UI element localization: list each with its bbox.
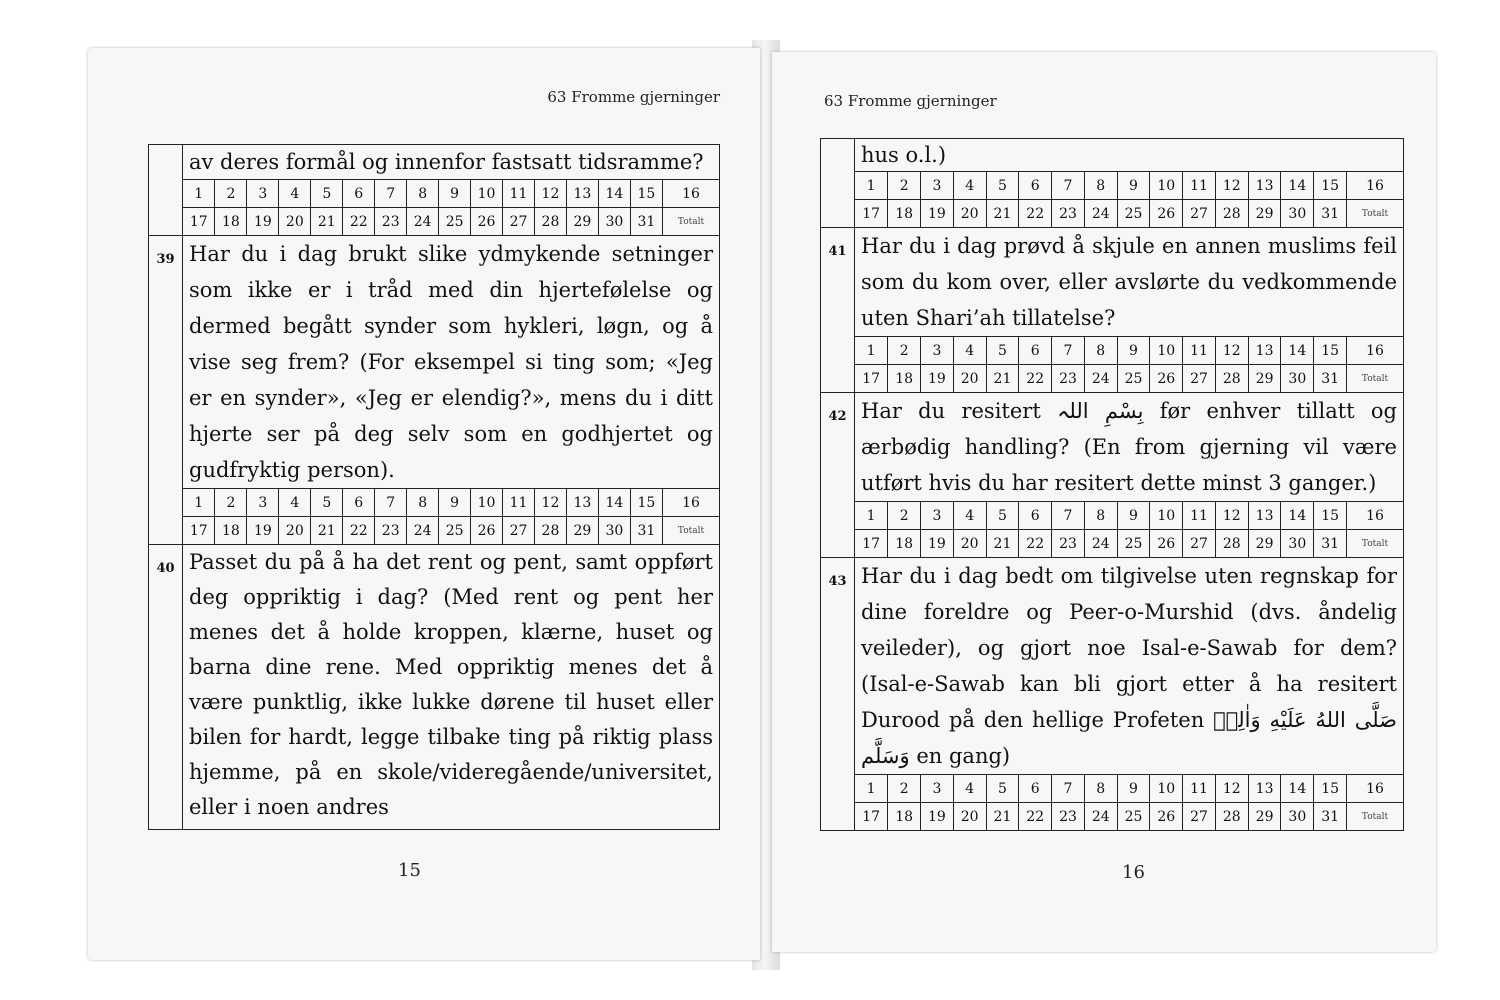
day-cell: 29 (566, 517, 598, 545)
day-cell: 14 (1281, 775, 1314, 803)
day-cell: 18 (888, 803, 921, 831)
tally-grid (855, 774, 1403, 830)
tally-grid (183, 179, 719, 235)
day-cell: 4 (953, 172, 986, 200)
day-cell: 21 (986, 200, 1019, 228)
question-text: Har du i dag bedt om tilgivelse uten regnskap for dine foreldre og Peer-o-Murshid (dvs. åndelig veileder), og gjort noe Isal-e-Sawab for dem? (Isal-e-Sawab kan bli gjort etter å ha resitert Durood på den hellige Profeten صَلَّى اللهُ عَلَيْهِ وَاٰلِهٖ وَسَلَّم en gang) (861, 564, 1397, 768)
tally-row (183, 180, 719, 208)
tally-row (183, 517, 719, 545)
day-cell: 30 (598, 517, 630, 545)
day-cell: 1 (183, 180, 215, 208)
day-cell: 27 (503, 208, 535, 236)
entry-number: 39 (149, 236, 183, 544)
day-cell: 9 (439, 489, 471, 517)
day-cell: 23 (1052, 365, 1085, 393)
tally-row (183, 489, 719, 517)
day-cell: 20 (953, 365, 986, 393)
day-cell: 29 (566, 208, 598, 236)
day-cell: 17 (855, 803, 888, 831)
day-cell: 5 (986, 337, 1019, 365)
day-cell: 17 (183, 517, 215, 545)
day-cell: 6 (343, 180, 375, 208)
page-number: 16 (1122, 862, 1145, 883)
day-cell: 9 (1117, 172, 1150, 200)
day-cell: 26 (1150, 530, 1183, 558)
day-cell: 22 (343, 517, 375, 545)
day-cell: 14 (1281, 502, 1314, 530)
day-cell: 20 (279, 517, 311, 545)
tally-row (855, 775, 1403, 803)
question-text: Har du i dag brukt slike ydmykende setninger som ikke er i tråd med din hjertefølelse og dermed begått synder som hykleri, løgn, og å vise seg frem? (For eksempel si ting som; «Jeg er en synder», «Jeg er elendig?», mens du i ditt hjerte ser på deg selv som en godhjertet og gudfryktig person). (189, 242, 713, 482)
tally-row (855, 502, 1403, 530)
entry-42 (821, 393, 1403, 558)
entry-number: 40 (149, 545, 183, 829)
day-cell: 14 (1281, 172, 1314, 200)
day-cell: 25 (1117, 200, 1150, 228)
day-cell: 28 (534, 208, 566, 236)
day-cell: 3 (921, 502, 954, 530)
entry-number: 42 (821, 393, 855, 557)
day-cell: 21 (986, 803, 1019, 831)
entry-number-empty (149, 145, 183, 235)
day-cell: 2 (888, 337, 921, 365)
total-label: Totalt (1347, 365, 1404, 393)
day-cell: 5 (986, 775, 1019, 803)
question-text: Har du i dag prøvd å skjule en annen muslims feil som du kom over, eller avslørte du vedkommende uten Shari’ah tillatelse? (861, 234, 1397, 330)
day-cell: 8 (407, 489, 439, 517)
day-cell: 15 (630, 180, 662, 208)
day-cell: 7 (375, 180, 407, 208)
day-cell: 24 (407, 208, 439, 236)
day-cell: 25 (439, 517, 471, 545)
day-cell: 15 (1314, 502, 1347, 530)
day-cell: 1 (855, 502, 888, 530)
day-cell: 13 (1248, 337, 1281, 365)
day-cell: 6 (1019, 172, 1052, 200)
day-cell: 20 (953, 803, 986, 831)
day-cell: 2 (888, 775, 921, 803)
day-cell: 15 (1314, 172, 1347, 200)
total-label: Totalt (663, 208, 720, 236)
day-cell: 15 (1314, 337, 1347, 365)
day-cell: 26 (471, 208, 503, 236)
day-cell: 17 (183, 208, 215, 236)
tally-table (183, 488, 719, 544)
day-cell: 27 (503, 517, 535, 545)
day-cell: 26 (471, 517, 503, 545)
day-cell: 20 (279, 208, 311, 236)
day-cell: 18 (888, 200, 921, 228)
day-cell: 10 (1150, 172, 1183, 200)
day-cell: 8 (1084, 775, 1117, 803)
day-cell: 9 (1117, 337, 1150, 365)
day-cell: 7 (1052, 337, 1085, 365)
day-cell: 29 (1248, 803, 1281, 831)
day-cell: 15 (1314, 775, 1347, 803)
tally-grid (855, 171, 1403, 227)
day-cell: 6 (1019, 502, 1052, 530)
tally-row (855, 803, 1403, 831)
day-cell: 22 (1019, 200, 1052, 228)
entry-41 (821, 228, 1403, 393)
tally-table (183, 179, 719, 235)
tally-row (183, 208, 719, 236)
day-cell: 29 (1248, 365, 1281, 393)
day-cell: 31 (1314, 200, 1347, 228)
day-cell: 23 (375, 517, 407, 545)
entry-number: 41 (821, 228, 855, 392)
day-cell: 27 (1183, 365, 1216, 393)
day-cell: 23 (1052, 803, 1085, 831)
entry-continued (149, 145, 719, 236)
day-cell: 19 (247, 517, 279, 545)
day-cell: 25 (1117, 365, 1150, 393)
day-cell: 11 (1183, 172, 1216, 200)
day-cell: 3 (921, 337, 954, 365)
day-cell: 6 (1019, 775, 1052, 803)
tally-grid (183, 488, 719, 544)
day-cell: 22 (1019, 530, 1052, 558)
day-cell: 6 (1019, 337, 1052, 365)
day-cell: 24 (407, 517, 439, 545)
day-cell: 23 (1052, 200, 1085, 228)
total-label: Totalt (1347, 530, 1404, 558)
day-cell: 22 (1019, 365, 1052, 393)
entry-number-empty (821, 139, 855, 227)
day-cell: 3 (247, 489, 279, 517)
day-cell: 1 (183, 489, 215, 517)
day-cell: 14 (598, 180, 630, 208)
day-cell: 16 (663, 489, 720, 517)
running-head: 63 Fromme gjerninger (824, 92, 997, 110)
day-cell: 27 (1183, 530, 1216, 558)
tally-grid (855, 336, 1403, 392)
day-cell: 1 (855, 775, 888, 803)
day-cell: 8 (1084, 172, 1117, 200)
day-cell: 20 (953, 200, 986, 228)
day-cell: 29 (1248, 200, 1281, 228)
day-cell: 17 (855, 200, 888, 228)
day-cell: 11 (1183, 337, 1216, 365)
day-cell: 1 (855, 337, 888, 365)
day-cell: 19 (921, 365, 954, 393)
day-cell: 19 (921, 530, 954, 558)
day-cell: 13 (566, 180, 598, 208)
day-cell: 12 (534, 180, 566, 208)
day-cell: 5 (986, 502, 1019, 530)
day-cell: 2 (888, 502, 921, 530)
day-cell: 12 (1215, 502, 1248, 530)
page-number: 15 (398, 860, 421, 881)
day-cell: 11 (503, 180, 535, 208)
right-page (772, 52, 1436, 952)
day-cell: 13 (1248, 172, 1281, 200)
tally-table (855, 774, 1403, 830)
day-cell: 4 (953, 337, 986, 365)
day-cell: 16 (1347, 775, 1404, 803)
total-label: Totalt (1347, 200, 1404, 228)
day-cell: 21 (311, 208, 343, 236)
entry-number: 43 (821, 558, 855, 830)
day-cell: 21 (311, 517, 343, 545)
day-cell: 22 (343, 208, 375, 236)
day-cell: 13 (566, 489, 598, 517)
day-cell: 5 (311, 180, 343, 208)
day-cell: 17 (855, 365, 888, 393)
day-cell: 18 (888, 530, 921, 558)
day-cell: 21 (986, 365, 1019, 393)
tally-row (855, 172, 1403, 200)
day-cell: 26 (1150, 803, 1183, 831)
checklist-grid (820, 138, 1404, 831)
day-cell: 31 (1314, 803, 1347, 831)
day-cell: 30 (1281, 530, 1314, 558)
day-cell: 29 (1248, 530, 1281, 558)
day-cell: 14 (598, 489, 630, 517)
day-cell: 20 (953, 530, 986, 558)
running-head: 63 Fromme gjerninger (547, 88, 720, 106)
day-cell: 21 (986, 530, 1019, 558)
day-cell: 13 (1248, 502, 1281, 530)
day-cell: 4 (279, 180, 311, 208)
day-cell: 28 (1215, 200, 1248, 228)
day-cell: 10 (471, 180, 503, 208)
day-cell: 7 (1052, 775, 1085, 803)
day-cell: 23 (375, 208, 407, 236)
day-cell: 16 (1347, 337, 1404, 365)
question-text: Har du resitert بِسْمِ اللہ før enhver tillatt og ærbødig handling? (En from gjerning vil være utført hvis du har resitert dette minst 3 ganger.) (861, 399, 1397, 495)
day-cell: 25 (439, 208, 471, 236)
day-cell: 24 (1084, 803, 1117, 831)
day-cell: 19 (247, 208, 279, 236)
day-cell: 28 (1215, 803, 1248, 831)
day-cell: 12 (1215, 775, 1248, 803)
day-cell: 5 (311, 489, 343, 517)
day-cell: 9 (1117, 502, 1150, 530)
day-cell: 13 (1248, 775, 1281, 803)
left-page (88, 48, 760, 960)
day-cell: 9 (1117, 775, 1150, 803)
day-cell: 2 (888, 172, 921, 200)
entry-43 (821, 558, 1403, 831)
day-cell: 14 (1281, 337, 1314, 365)
entry-39 (149, 236, 719, 545)
day-cell: 7 (1052, 172, 1085, 200)
day-cell: 4 (953, 502, 986, 530)
day-cell: 11 (1183, 502, 1216, 530)
day-cell: 16 (1347, 502, 1404, 530)
day-cell: 27 (1183, 803, 1216, 831)
entry-continued (821, 139, 1403, 228)
day-cell: 25 (1117, 803, 1150, 831)
day-cell: 10 (471, 489, 503, 517)
question-text: Passet du på å ha det rent og pent, samt oppført deg oppriktig i dag? (Med rent og pent her menes det å holde kroppen, klærne, huset og barna dine rene. Med oppriktig menes det å være punktlig, ikke lukke dørene til huset eller bilen for hardt, legge tilbake ting på riktig plass hjemme, på en skole/videregående/universitet, eller i noen andres (189, 550, 713, 819)
tally-table (855, 336, 1403, 392)
day-cell: 22 (1019, 803, 1052, 831)
day-cell: 11 (503, 489, 535, 517)
total-label: Totalt (1347, 803, 1404, 831)
day-cell: 7 (1052, 502, 1085, 530)
day-cell: 27 (1183, 200, 1216, 228)
day-cell: 30 (1281, 365, 1314, 393)
day-cell: 10 (1150, 337, 1183, 365)
day-cell: 8 (1084, 337, 1117, 365)
day-cell: 5 (986, 172, 1019, 200)
day-cell: 18 (215, 517, 247, 545)
day-cell: 3 (921, 775, 954, 803)
day-cell: 3 (921, 172, 954, 200)
day-cell: 31 (630, 517, 662, 545)
day-cell: 4 (953, 775, 986, 803)
day-cell: 2 (215, 180, 247, 208)
continued-text: av deres formål og innenfor fastsatt tidsramme? (189, 150, 704, 174)
day-cell: 31 (1314, 530, 1347, 558)
day-cell: 18 (215, 208, 247, 236)
entry-40 (149, 545, 719, 830)
day-cell: 23 (1052, 530, 1085, 558)
day-cell: 31 (630, 208, 662, 236)
total-label: Totalt (663, 517, 720, 545)
tally-table (855, 501, 1403, 557)
day-cell: 8 (407, 180, 439, 208)
tally-table (855, 171, 1403, 227)
day-cell: 28 (1215, 365, 1248, 393)
day-cell: 7 (375, 489, 407, 517)
tally-row (855, 337, 1403, 365)
day-cell: 10 (1150, 775, 1183, 803)
day-cell: 12 (1215, 337, 1248, 365)
day-cell: 12 (1215, 172, 1248, 200)
day-cell: 12 (534, 489, 566, 517)
tally-grid (855, 501, 1403, 557)
day-cell: 28 (534, 517, 566, 545)
day-cell: 1 (855, 172, 888, 200)
day-cell: 26 (1150, 200, 1183, 228)
day-cell: 3 (247, 180, 279, 208)
day-cell: 26 (1150, 365, 1183, 393)
day-cell: 24 (1084, 200, 1117, 228)
day-cell: 25 (1117, 530, 1150, 558)
checklist-grid (148, 144, 720, 830)
day-cell: 6 (343, 489, 375, 517)
day-cell: 9 (439, 180, 471, 208)
day-cell: 2 (215, 489, 247, 517)
day-cell: 31 (1314, 365, 1347, 393)
day-cell: 30 (1281, 803, 1314, 831)
day-cell: 19 (921, 200, 954, 228)
continued-text: hus o.l.) (861, 143, 947, 167)
day-cell: 15 (630, 489, 662, 517)
tally-row (855, 530, 1403, 558)
day-cell: 19 (921, 803, 954, 831)
day-cell: 18 (888, 365, 921, 393)
day-cell: 24 (1084, 365, 1117, 393)
day-cell: 30 (598, 208, 630, 236)
tally-row (855, 200, 1403, 228)
day-cell: 16 (1347, 172, 1404, 200)
day-cell: 11 (1183, 775, 1216, 803)
day-cell: 10 (1150, 502, 1183, 530)
day-cell: 8 (1084, 502, 1117, 530)
day-cell: 16 (663, 180, 720, 208)
day-cell: 28 (1215, 530, 1248, 558)
day-cell: 24 (1084, 530, 1117, 558)
day-cell: 17 (855, 530, 888, 558)
day-cell: 4 (279, 489, 311, 517)
day-cell: 30 (1281, 200, 1314, 228)
tally-row (855, 365, 1403, 393)
